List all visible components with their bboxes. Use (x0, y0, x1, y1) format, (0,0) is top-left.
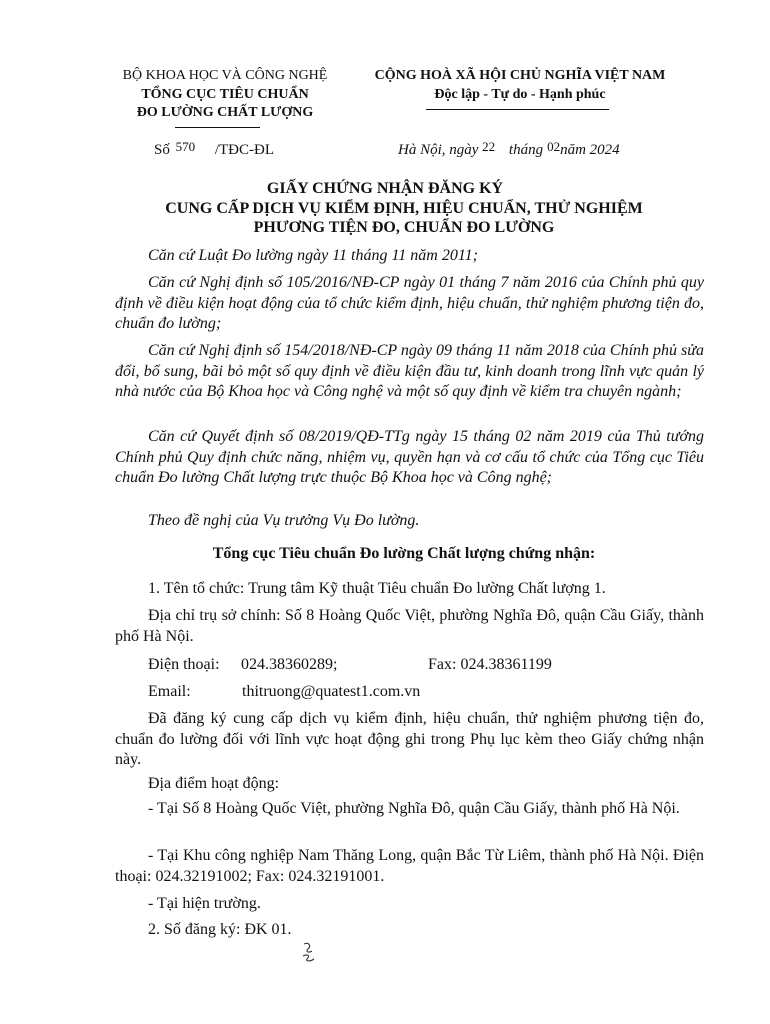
title-line3: PHƯƠNG TIỆN ĐO, CHUẨN ĐO LƯỜNG (253, 219, 555, 236)
phone-label: Điện thoại: (148, 656, 220, 673)
date-year: năm 2024 (560, 142, 620, 158)
basis-decision-08: Căn cứ Quyết định số 08/2019/QĐ-TTg ngày 15 tháng 02 năm 2019 của Thủ tướng Chính phủ Quy định chức năng, nhiệm vụ, quyền hạn và cơ cấu tổ chức của Tổng cục Tiêu chuẩn Đo lường Chất lượng trực thuộc Bộ Khoa học và Công nghệ; (115, 428, 704, 486)
agency-name-line1: TỔNG CỤC TIÊU CHUẨN (141, 87, 309, 102)
number-value: 570 (175, 139, 196, 154)
agency-underline (175, 127, 260, 128)
basis-decree-154: Căn cứ Nghị định số 154/2018/NĐ-CP ngày 09 tháng 11 năm 2018 của Chính phủ sửa đổi, bổ sung, bãi bỏ một số quy định về điều kiện đầu tư, kinh doanh trong lĩnh vực quản lý nhà nước của Bộ Khoa học và Công nghệ và một số quy định về kiểm tra chuyên ngành; (115, 342, 704, 400)
location-hoang-quoc-viet: - Tại Số 8 Hoàng Quốc Việt, phường Nghĩa Đô, quận Cầu Giấy, thành phố Hà Nội. (148, 800, 680, 817)
basis-law: Căn cứ Luật Đo lường ngày 11 tháng 11 năm 2011; (148, 247, 478, 264)
head-office-address: Địa chỉ trụ sở chính: Số 8 Hoàng Quốc Việt, phường Nghĩa Đô, quận Cầu Giấy, thành phố Hà Nội. (115, 607, 704, 645)
basis-proposal: Theo đề nghị của Vụ trưởng Vụ Đo lường. (148, 512, 420, 529)
email-value: thitruong@quatest1.com.vn (242, 683, 421, 700)
date-day: 22 (482, 139, 496, 154)
document-number (154, 139, 275, 159)
issue-date (398, 139, 620, 159)
country-name: CỘNG HOÀ XÃ HỘI CHỦ NGHĨA VIỆT NAM (374, 68, 666, 83)
number-suffix: /TĐC-ĐL (214, 142, 275, 158)
registration-number: 2. Số đăng ký: ĐK 01. (148, 921, 292, 938)
certifies-heading: Tổng cục Tiêu chuẩn Đo lường Chất lượng chứng nhận: (212, 545, 596, 562)
locations-heading: Địa điểm hoạt động: (148, 775, 280, 792)
date-month: 02 (547, 139, 561, 154)
phone-value: 024.38360289; (241, 656, 338, 673)
basis-decree-105: Căn cứ Nghị định số 105/2016/NĐ-CP ngày 01 tháng 7 năm 2016 của Chính phủ quy định về điều kiện hoạt động của tổ chức kiểm định, hiệu chuẩn, thử nghiệm phương tiện đo, chuẩn đo lường; (115, 274, 704, 332)
motto-underline (426, 109, 609, 110)
fax-value: Fax: 024.38361199 (428, 656, 552, 673)
organization-name: 1. Tên tổ chức: Trung tâm Kỹ thuật Tiêu chuẩn Đo lường Chất lượng 1. (148, 580, 606, 597)
date-month-label: tháng (508, 142, 544, 158)
location-nam-thang-long: - Tại Khu công nghiệp Nam Thăng Long, quận Bắc Từ Liêm, thành phố Hà Nội. Điện thoại: 024.32191002; Fax: 024.32191001. (115, 847, 704, 885)
email-label: Email: (148, 683, 191, 700)
date-prefix: Hà Nội, ngày (398, 142, 479, 158)
initials-signature (300, 940, 318, 966)
location-on-site: - Tại hiện trường. (148, 895, 261, 912)
registration-statement: Đã đăng ký cung cấp dịch vụ kiểm định, hiệu chuẩn, thử nghiệm phương tiện đo, chuẩn đo lường đối với lĩnh vực hoạt động ghi trong Phụ lục kèm theo Giấy chứng nhận này. (115, 710, 704, 768)
national-motto: Độc lập - Tự do - Hạnh phúc (434, 87, 606, 102)
ministry-name: BỘ KHOA HỌC VÀ CÔNG NGHỆ (122, 68, 328, 83)
title-line1: GIẤY CHỨNG NHẬN ĐĂNG KÝ (266, 180, 504, 197)
title-line2: CUNG CẤP DỊCH VỤ KIỂM ĐỊNH, HIỆU CHUẨN, THỬ NGHIỆM (165, 200, 643, 217)
number-prefix: Số (154, 142, 170, 158)
agency-name-line2: ĐO LƯỜNG CHẤT LƯỢNG (136, 105, 314, 120)
